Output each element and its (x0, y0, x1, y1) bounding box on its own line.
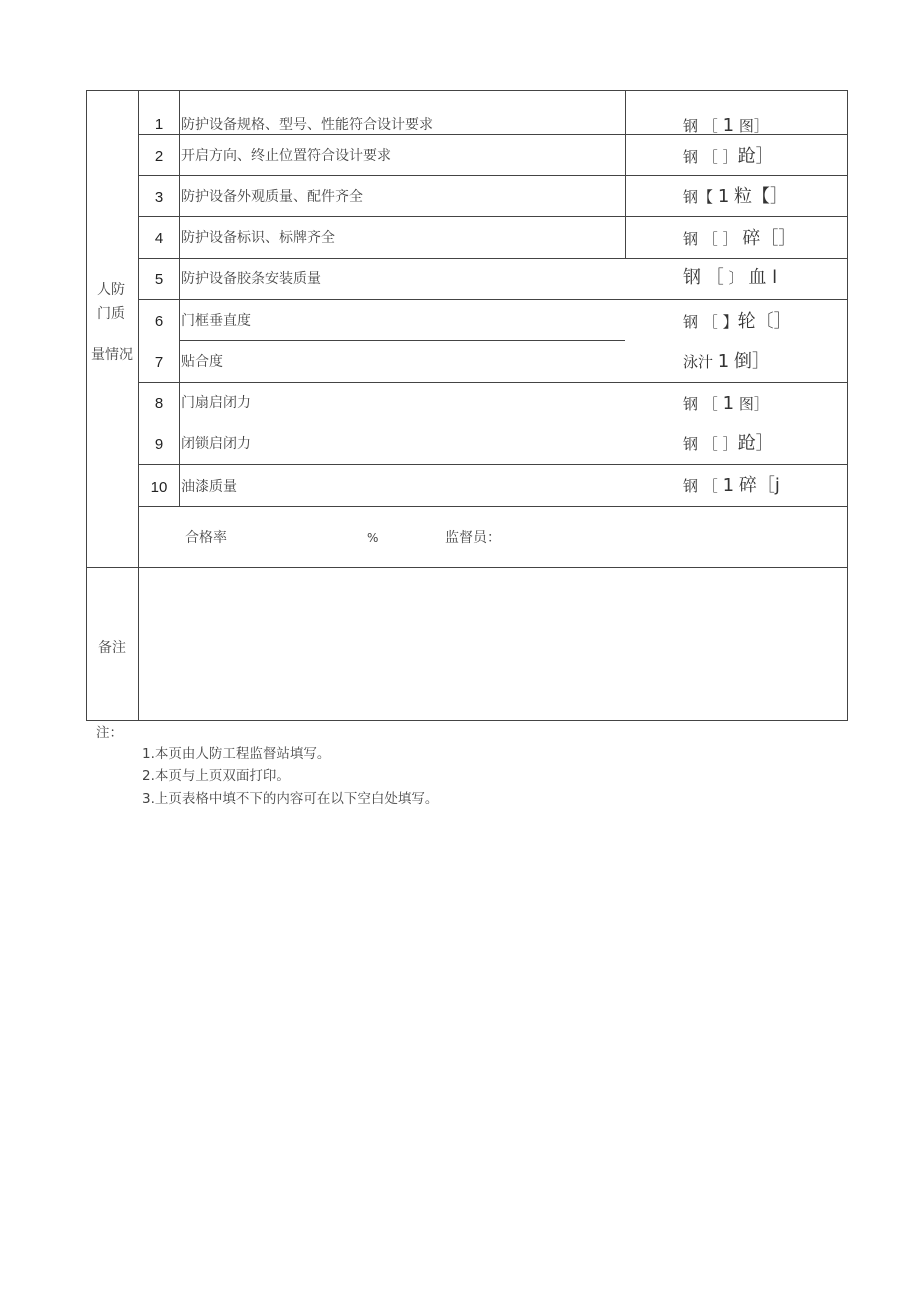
note-item: 3.上页表格中填不下的内容可在以下空白处填写。 (142, 791, 439, 807)
row-result: 钢 ［ ］跄］ (683, 146, 774, 167)
section-divider (87, 567, 848, 568)
row-number: 6 (154, 313, 164, 330)
row-divider (138, 464, 848, 465)
row-result: 钢 ［ 1 图］ (683, 393, 769, 414)
note-item: 2.本页与上页双面打印。 (142, 768, 290, 784)
row-item: 防护设备胶条安装质量 (181, 271, 321, 287)
row-divider (138, 216, 848, 217)
percent-sign: % (367, 531, 379, 545)
row-item: 开启方向、终止位置符合设计要求 (181, 148, 391, 164)
row-result: 钢 ［ 1 碎［j (683, 475, 780, 496)
row-divider (138, 382, 848, 383)
row-divider (138, 258, 848, 259)
row-item: 贴合度 (181, 354, 223, 370)
row-result: 泳汁 1 倒］ (683, 351, 771, 372)
row-number: 5 (154, 271, 164, 288)
row-item: 防护设备规格、型号、性能符合设计要求 (181, 117, 433, 133)
inspection-table (86, 90, 848, 721)
row-item: 门框垂直度 (181, 313, 251, 329)
row-divider (138, 299, 848, 300)
row-result: 钢 ［ 〕 血 l (683, 267, 778, 288)
row-result: 钢【 1 粒【］ (683, 186, 789, 207)
row-item: 防护设备标识、标牌齐全 (181, 230, 335, 246)
supervisor-label: 监督员： (445, 530, 501, 546)
row-item: 闭锁启闭力 (181, 436, 251, 452)
remarks-label: 备注 (98, 640, 126, 656)
row-divider (138, 506, 848, 507)
section-label-line2: 门质 (97, 306, 125, 322)
row-number: 7 (154, 354, 164, 371)
row-result: 钢 ［ 1 图］ (683, 115, 769, 136)
row-item: 油漆质量 (181, 479, 237, 495)
row-item: 防护设备外观质量、配件齐全 (181, 189, 363, 205)
row-divider-partial (179, 340, 625, 341)
row-number: 4 (154, 230, 164, 247)
row-result: 钢 ［ ］ 碎［］ (683, 228, 797, 249)
row-item: 门扇启闭力 (181, 395, 251, 411)
row-number: 10 (150, 479, 168, 496)
note-item: 1.本页由人防工程监督站填写。 (142, 746, 331, 762)
row-number: 2 (154, 148, 164, 165)
row-result: 钢 ［ ］跄］ (683, 433, 774, 454)
row-number: 8 (154, 395, 164, 412)
pass-rate-label: 合格率 (185, 530, 227, 546)
notes-heading: 注： (96, 725, 123, 741)
row-divider (138, 175, 848, 176)
section-label-line1: 人防 (97, 282, 125, 298)
row-result: 钢 ［ 】轮〔］ (683, 311, 792, 332)
section-label-line3: 量情况 (91, 347, 133, 363)
row-number: 9 (154, 436, 164, 453)
row-number: 3 (154, 189, 164, 206)
row-number: 1 (154, 116, 164, 133)
